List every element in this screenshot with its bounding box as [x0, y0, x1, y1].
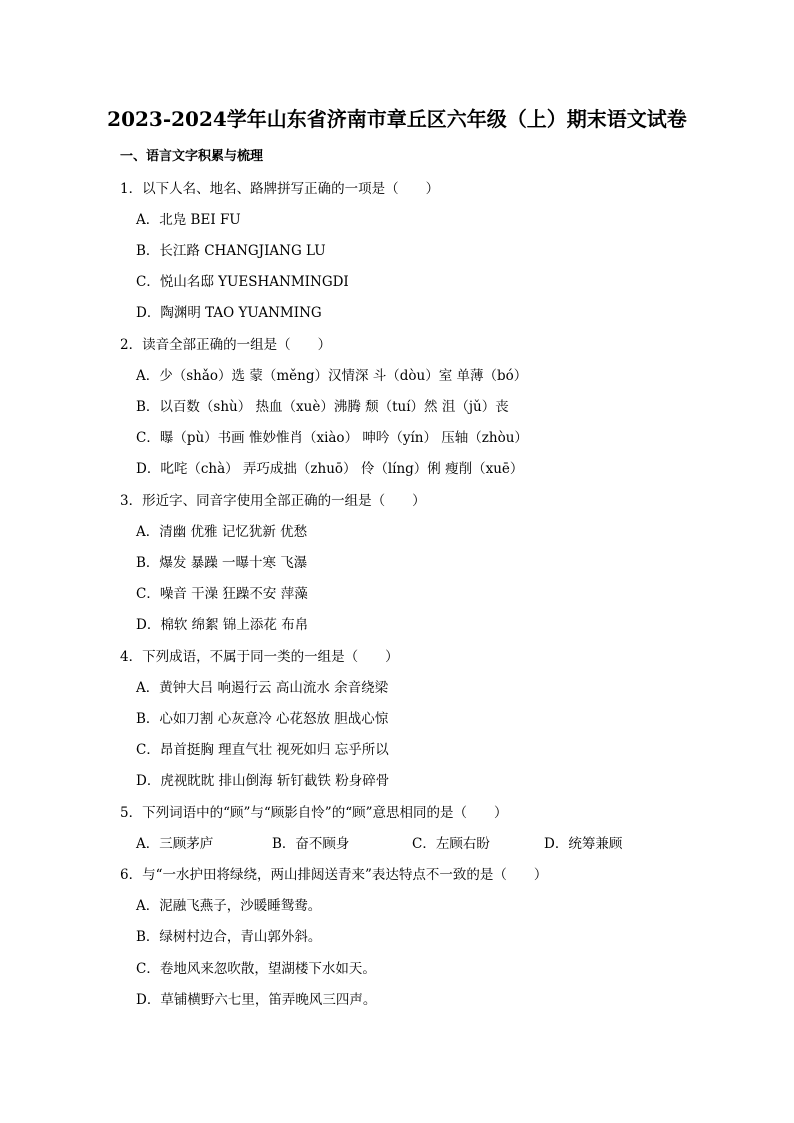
question-2-option-a: A．少（shǎo）选 蒙（měng）汉情深 斗（dòu）室 单薄（bó）: [136, 368, 528, 384]
question-5-stem: 5．下列词语中的“顾”与“顾影自怜”的“顾”意思相同的是（ ）: [120, 805, 508, 821]
question-6-option-d: D．草铺横野六七里，笛弄晚风三四声。: [136, 992, 377, 1008]
question-3-stem: 3．形近字、同音字使用全部正确的一组是（ ）: [120, 493, 426, 509]
question-2-option-b: B．以百数（shù） 热血（xuè）沸腾 颓（tuí）然 沮（jǔ）丧: [136, 399, 509, 415]
question-1-option-b: B．长江路 CHANGJIANG LU: [136, 243, 326, 259]
question-5-option-d: D．统筹兼顾: [544, 836, 623, 852]
question-1-option-a: A．北凫 BEI FU: [136, 212, 241, 228]
question-4-option-a: A．黄钟大吕 响遏行云 高山流水 余音绕梁: [136, 680, 389, 696]
question-6-option-a: A．泥融飞燕子，沙暖睡鸳鸯。: [136, 898, 322, 914]
question-3-option-b: B．爆发 暴躁 一曝十寒 飞瀑: [136, 555, 308, 571]
question-3-option-c: C．噪音 干澡 狂躁不安 萍藻: [136, 586, 308, 602]
question-6-option-c: C．卷地风来忽吹散，望湖楼下水如天。: [136, 961, 376, 977]
question-6-option-b: B．绿树村边合，青山郭外斜。: [136, 929, 322, 945]
page-title: 2023-2024学年山东省济南市章丘区六年级（上）期末语文试卷: [107, 107, 687, 131]
question-1-option-c: C．悦山名邸 YUESHANMINGDI: [136, 274, 349, 290]
question-1-option-d: D．陶渊明 TAO YUANMING: [136, 305, 322, 321]
question-6-stem: 6．与“一水护田将绿绕，两山排闼送青来”表达特点不一致的是（ ）: [120, 867, 548, 883]
question-4-option-b: B．心如刀割 心灰意冷 心花怒放 胆战心惊: [136, 711, 389, 727]
question-5-option-a: A．三顾茅庐: [136, 836, 214, 852]
question-2-option-c: C．曝（pù）书画 惟妙惟肖（xiào） 呻吟（yín） 压轴（zhòu）: [136, 430, 528, 446]
question-3-option-d: D．棉软 绵絮 锦上添花 布帛: [136, 617, 309, 633]
question-4-option-c: C．昂首挺胸 理直气壮 视死如归 忘乎所以: [136, 742, 389, 758]
question-4-stem: 4．下列成语，不属于同一类的一组是（ ）: [120, 649, 399, 665]
section-heading: 一、语言文字积累与梳理: [120, 149, 264, 164]
question-2-stem: 2．读音全部正确的一组是（ ）: [120, 337, 332, 353]
question-5-option-c: C．左顾右盼: [412, 836, 490, 852]
question-4-option-d: D．虎视眈眈 排山倒海 斩钉截铁 粉身碎骨: [136, 773, 390, 789]
question-5-option-b: B．奋不顾身: [272, 836, 350, 852]
question-3-option-a: A．清幽 优雅 记忆犹新 优愁: [136, 524, 308, 540]
question-1-stem: 1．以下人名、地名、路牌拼写正确的一项是（ ）: [120, 181, 440, 197]
question-2-option-d: D．叱咤（chà） 弄巧成拙（zhuō） 伶（líng）俐 瘦削（xuē）: [136, 461, 524, 477]
